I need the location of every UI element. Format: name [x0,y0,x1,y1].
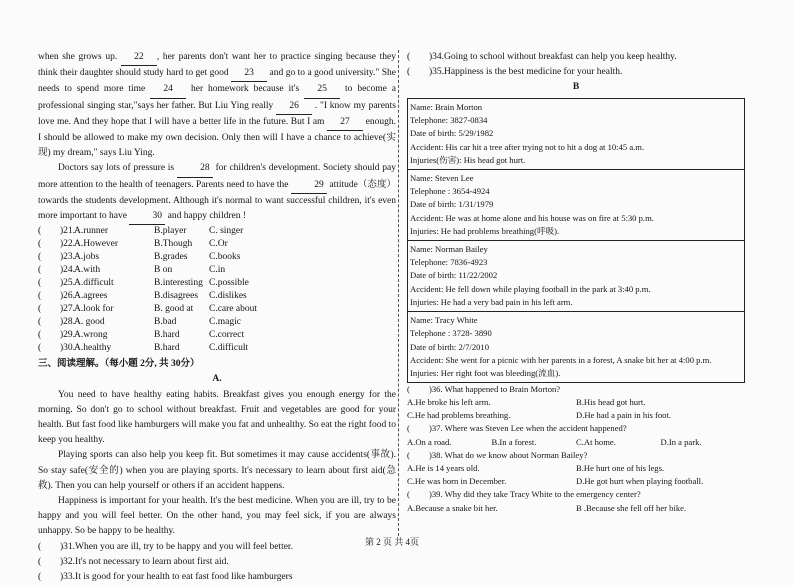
option-c: C.possible [209,278,249,289]
option-c: C.magic [209,317,241,328]
option-row [38,303,396,316]
option-b: B on [154,265,173,276]
answer-paren: ( [407,67,411,78]
answer-paren: ( [38,278,42,289]
question-number: )29. [60,330,76,341]
answer-paren: ( [38,239,42,250]
record-line: Accident: His car hit a tree after trying not to hit a dog at 10:45 a.m. [410,141,645,152]
record-line: Name: Steven Lee [410,172,474,183]
option: A.On a road. [407,436,452,447]
record-line: Date of birth: 1/31/1979 [410,199,494,210]
record-line: Injuries: He had problems breathing(呼吸). [410,226,560,237]
question-number: )23. [60,252,76,263]
answer-paren: ( [38,541,42,552]
question-text: )34.Going to school without breakfast can help you keep healthy. [429,52,677,62]
answer-paren: ( [38,317,42,328]
option-row [38,342,396,355]
cloze-paragraph: Doctors say lots of pressure is 28 for children's development. Society should pay more attention to the health of teenagers. Parents need to have the 29 attitude（态度） towards the students development. Although it's normal to want successful children, it's even more important to have 30 and happy children ! [38,161,396,225]
question-number: )28. [60,317,76,328]
option-b: B.player [154,226,187,237]
passage-a-title: A. [212,374,222,385]
record [408,170,744,241]
option-a: A.However [74,239,119,250]
question-number: )24. [60,265,76,276]
question-item [38,555,396,570]
option: D.He had a pain in his foot. [576,410,671,421]
question-number: )30. [60,343,76,354]
record [408,99,744,170]
record-line: Injuries: He had a very bad pain in his left arm. [410,297,573,308]
true-false-items-left [38,540,396,585]
question-stem [407,383,745,396]
option: B .Because she fell off her bike. [576,502,687,513]
question-number: )22. [60,239,76,250]
question-text: )35.Happiness is the best medicine for your health. [429,67,623,78]
page-footer: 第 2 页 共 4页 [365,537,420,547]
cloze-options [38,225,396,355]
blank-28: 28 [177,161,213,177]
blank-29: 29 [291,178,327,194]
cloze-paragraph: when she grows up. 22 , her parents don't want her to practice singing because they think their daughter should study hard to get good 23 and go to a good university." She needs to spend more time 24 her homework because it's 25 to become a professional singing star,"says her father. But Liu Ying really 26 . "I know my parents love me. And they hope that I will have a better life in the future. But I am 27 enough. I should be allowed to make my own decision. Only then will I have a chance to achieve(实现) my dream," says Liu Ying. [38,52,397,159]
record [408,312,744,382]
option-row [38,238,396,251]
option-a: A.with [74,265,101,276]
record-line: Name: Brain Morton [410,101,483,112]
option-b: B.Though [154,239,193,250]
answer-paren: ( [407,383,410,394]
option: C.He was born in December. [407,476,507,487]
answer-paren: ( [38,252,42,263]
answer-paren: ( [407,489,410,500]
option-row [38,277,396,290]
record-line: Telephone: 3827-0834 [410,115,488,126]
option-c: C.books [209,252,241,263]
record-line: Date of birth: 2/7/2010 [410,341,490,352]
option-row [407,396,745,409]
blank-22: 22 [121,50,157,66]
record-line: Date of birth: 11/22/2002 [410,270,498,281]
answer-paren: ( [38,343,42,354]
option: B.His head got hurt. [576,396,646,407]
injury-records-table [407,98,745,383]
option: B.He hurt one of his legs. [576,462,665,473]
option-b: B.bad [154,317,177,328]
passage-paragraph: Playing sports can also help you keep fit. But sometimes it may cause accidents(事故). So stay safe(安全的) when you are playing sports. It's necessary to learn about first aid(急救). Then you can help yourself or others if an accident happens. [38,450,396,491]
option-b: B.grades [154,252,188,263]
question-text: )38. What do we know about Norman Bailey? [429,449,588,460]
question-text: )36. What happened to Brain Morton? [429,383,561,394]
option-a: A.wrong [74,330,108,341]
option-b: B.hard [154,330,180,341]
record-line: Accident: He fell down while playing football in the park at 3:40 p.m. [410,283,651,294]
option-a: A.difficult [74,278,114,289]
record-line: Name: Norman Bailey [410,243,488,254]
option: A.Because a snake bit her. [407,502,498,513]
option-row [38,225,396,238]
record-line: Injuries(伤害): His head got hurt. [410,155,526,166]
blank-24: 24 [150,82,186,98]
right-column [407,50,745,515]
option: C.At home. [576,436,616,447]
blank-30: 30 [129,209,165,225]
question-item [407,50,745,65]
blank-23: 23 [231,66,267,82]
option: D.He got hurt when playing football. [576,476,704,487]
question-stem [407,422,745,435]
option-c: C.care about [209,304,258,315]
question-number: )25. [60,278,76,289]
answer-paren: ( [407,423,410,434]
question-number: )21. [60,226,76,237]
record-line: Injuries: Her right foot was bleeding(流血). [410,368,561,379]
question-text: )31.When you are ill, try to be happy and you will feel better. [60,541,293,552]
option-row [38,251,396,264]
option-row [407,436,745,449]
option: A.He broke his left arm. [407,396,491,407]
question-text: )33.It is good for your health to eat fast food like hamburgers [60,572,293,583]
option-b: B.disagrees [154,291,199,302]
question-text: )32.It's not necessary to learn about first aid. [60,556,229,567]
option-c: C.in [209,265,226,276]
passage-paragraph: You need to have healthy eating habits. Breakfast gives you enough energy for the morning. So don't go to school without breakfast. Fruit and vegetables are good for your health. But fast food like hamburgers will make you fat and unhealthy. So eat the right food to keep you healthy. [38,389,396,446]
question-item [38,540,396,555]
blank-27: 27 [327,115,363,131]
answer-paren: ( [38,265,42,276]
question-item [38,570,396,585]
answer-paren: ( [38,304,42,315]
blank-25: 25 [304,82,340,98]
column-divider [398,50,399,536]
blank-26: 26 [276,99,312,115]
answer-paren: ( [38,556,42,567]
option-row [407,502,745,515]
option-a: A.agrees [74,291,108,302]
true-false-items-right [407,50,745,80]
passage-b-title: B [572,82,580,93]
question-number: )27. [60,304,76,315]
option-b: B.hard [154,343,180,354]
answer-paren: ( [407,52,411,62]
option-b: B.interesting [154,278,203,289]
option-row [407,462,745,475]
record-line: Name: Tracy White [410,314,478,325]
question-text: )37. Where was Steven Lee when the accident happened? [429,423,627,434]
option-c: C.Or [209,239,228,250]
option: B.In a forest. [491,436,537,447]
section-heading: 三、阅读理解。（每小题 2分, 共 30分） [38,359,200,370]
record-line: Date of birth: 5/29/1982 [410,128,494,139]
option: A.He is 14 years old. [407,462,480,473]
passage-b-questions [407,383,745,515]
option-row [38,290,396,303]
answer-paren: ( [38,572,42,583]
option-c: C.correct [209,330,245,341]
option: C.He had problems breathing. [407,410,511,421]
option-a: A.runner [74,226,109,237]
record-line: Accident: He was at home alone and his house was on fire at 5:30 p.m. [410,212,654,223]
option-a: A.healthy [74,343,112,354]
record-line: Accident: She went for a picnic with her parents in a forest, A snake bit her at 4:00 p.m. [410,354,712,365]
cloze-passage [38,50,396,225]
passage-a [38,388,396,540]
option-a: A.look for [74,304,114,315]
question-text: )39. Why did they take Tracy White to the emergency center? [429,489,641,500]
answer-paren: ( [38,330,42,341]
option-c: C.dislikes [209,291,247,302]
option-row [407,475,745,488]
record-line: Telephone: 7836-4923 [410,257,488,268]
record-line: Telephone : 3654-4924 [410,186,490,197]
left-column [38,50,396,585]
option-row [38,316,396,329]
option-row [38,264,396,277]
question-stem [407,488,745,501]
passage-paragraph: Happiness is important for your health. It's the best medicine. When you are ill, try to be happy and you will feel better. On the other hand, you may feel sick, if you are always unhappy. So be happy to be healthy. [38,496,396,537]
answer-paren: ( [407,449,410,460]
option-c: C. singer [209,226,244,237]
option-row [407,409,745,422]
record [408,241,744,312]
option-row [38,329,396,342]
record-line: Telephone : 3728- 3890 [410,328,492,339]
question-item [407,65,745,80]
option-a: A. good [74,317,105,328]
option-b: B. good at [154,304,194,315]
answer-paren: ( [38,226,42,237]
answer-paren: ( [38,291,42,302]
option-c: C.difficult [209,343,249,354]
option: D.In a park. [660,436,702,447]
question-stem [407,449,745,462]
option-a: A.jobs [74,252,100,263]
question-number: )26. [60,291,76,302]
